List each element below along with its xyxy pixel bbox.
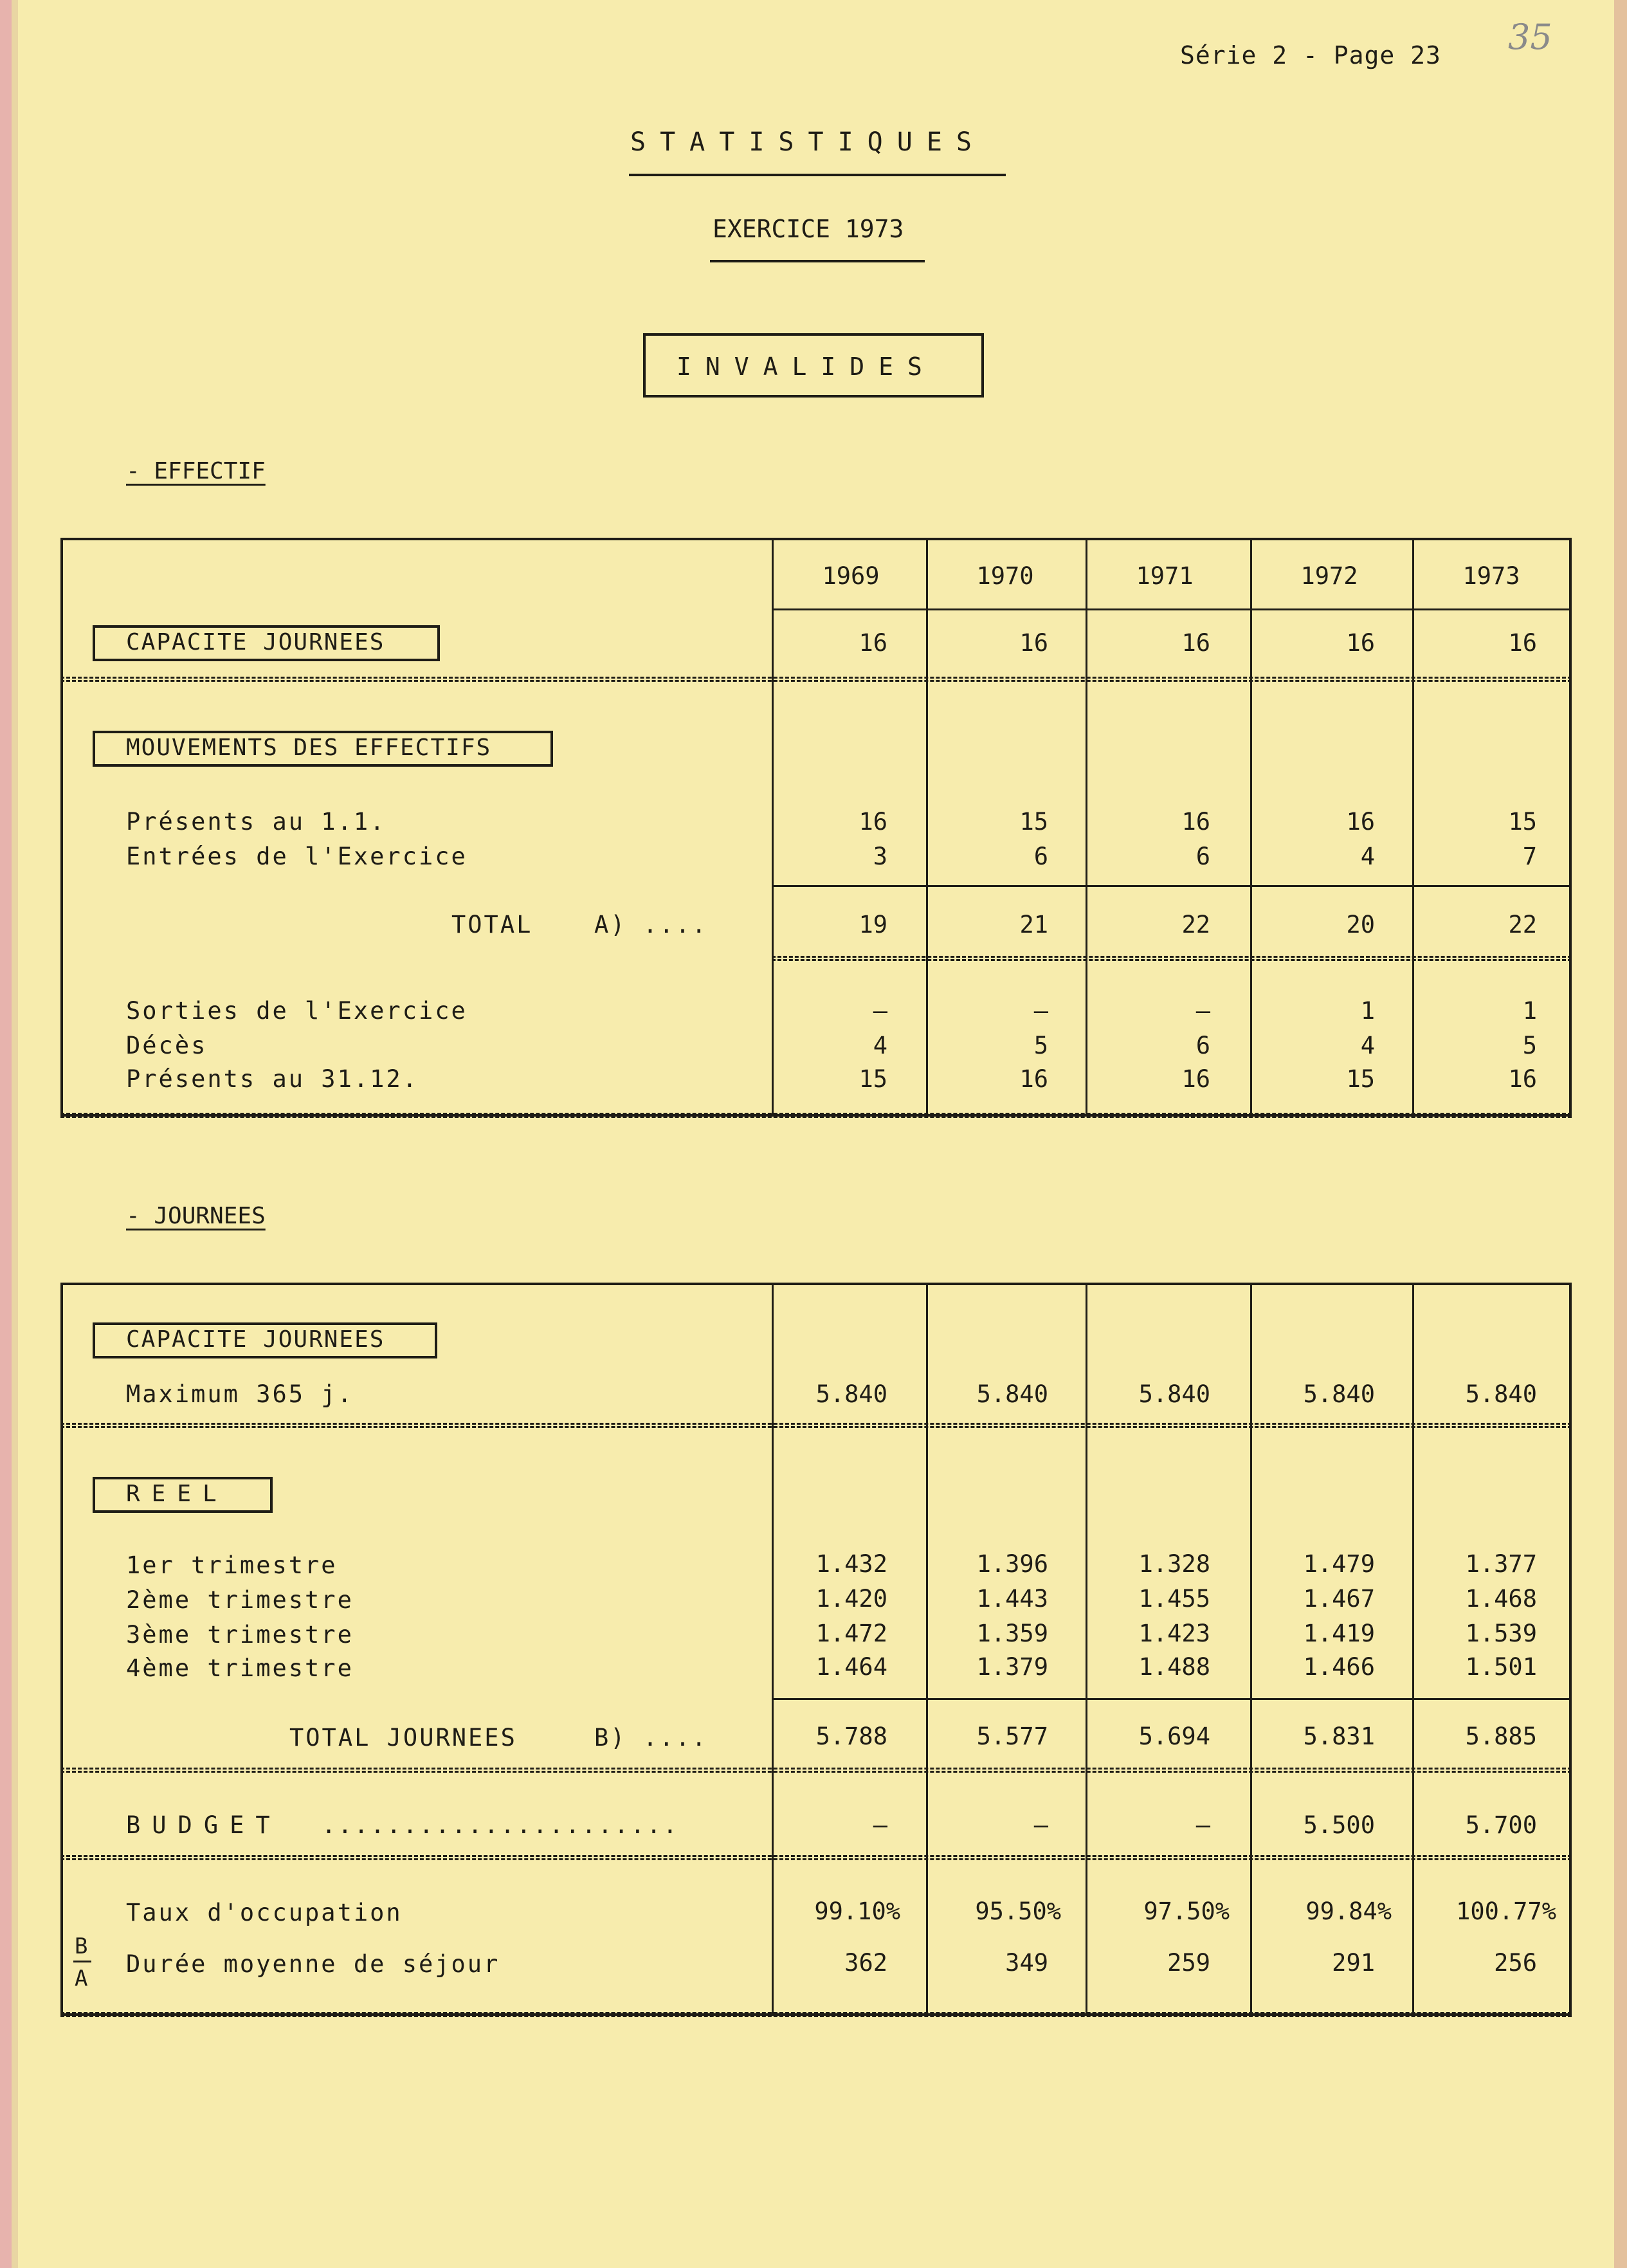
duree-value: 291	[1332, 1949, 1375, 1977]
year-header-rule	[772, 608, 1572, 610]
total-label: TOTAL JOURNEES	[289, 1724, 517, 1751]
total-code: A) ....	[594, 911, 708, 938]
total-value: 21	[1019, 911, 1048, 938]
cell-value: 6	[1195, 843, 1210, 870]
cell-value: 1.377	[1465, 1550, 1537, 1578]
budget-value: 5.500	[1303, 1811, 1375, 1839]
cell-value: –	[1195, 997, 1210, 1025]
budget-value: –	[1195, 1811, 1210, 1839]
total-value: 5.694	[1138, 1723, 1210, 1750]
row-label: Entrées de l'Exercice	[126, 843, 468, 870]
cell-value: 5.840	[976, 1380, 1048, 1408]
section-heading-journees: - JOURNEES	[126, 1203, 266, 1229]
double-dashed-rule	[772, 956, 1572, 961]
cell-value: 16	[1181, 1065, 1210, 1093]
capacite-value: 16	[1181, 629, 1210, 657]
cell-value: 16	[1181, 808, 1210, 836]
col-divider	[926, 538, 928, 1117]
cell-value: 1.539	[1465, 1620, 1537, 1647]
cell-value: 1.420	[815, 1585, 887, 1613]
mouvements-label: MOUVEMENTS DES EFFECTIFS	[126, 735, 492, 761]
title-underline	[629, 174, 1006, 176]
cell-value: 1.464	[815, 1653, 887, 1681]
cell-value: 1.432	[815, 1550, 887, 1578]
row-label: Présents au 31.12.	[126, 1065, 419, 1093]
col-divider	[1412, 1283, 1414, 2016]
exercise-year: EXERCICE 1973	[713, 215, 904, 243]
cell-value: 1.467	[1303, 1585, 1375, 1613]
paper-edge-left	[0, 0, 12, 2268]
cell-value: 16	[859, 808, 887, 836]
category-title: INVALIDES	[677, 352, 936, 381]
cell-value: 1.488	[1138, 1653, 1210, 1681]
taux-value: 99.10%	[814, 1898, 900, 1925]
total-value: 22	[1508, 911, 1537, 938]
capacite-label: CAPACITE JOURNEES	[126, 1326, 385, 1353]
year-header: 1971	[1136, 562, 1194, 590]
cell-value: –	[873, 997, 887, 1025]
total-value: 22	[1181, 911, 1210, 938]
double-dashed-rule	[60, 2012, 1572, 2017]
cell-value: 5.840	[1138, 1380, 1210, 1408]
cell-value: 5.840	[1303, 1380, 1375, 1408]
col-divider	[1250, 538, 1252, 1117]
duree-value: 256	[1494, 1949, 1537, 1977]
paper-edge-right	[1614, 0, 1627, 2268]
cell-value: 5	[1033, 1032, 1048, 1059]
col-divider	[1086, 538, 1087, 1117]
cell-value: 1.328	[1138, 1550, 1210, 1578]
exercise-underline	[710, 260, 925, 262]
cell-value: 1.479	[1303, 1550, 1375, 1578]
year-header: 1972	[1300, 562, 1358, 590]
budget-value: 5.700	[1465, 1811, 1537, 1839]
cell-value: 7	[1522, 843, 1537, 870]
total-code: B) ....	[594, 1724, 708, 1751]
page-reference: Série 2 - Page 23	[1180, 41, 1441, 69]
cell-value: 16	[1508, 1065, 1537, 1093]
taux-value: 95.50%	[975, 1898, 1061, 1925]
cell-value: 15	[1346, 1065, 1375, 1093]
cell-value: 1	[1360, 997, 1375, 1025]
cell-value: 16	[1346, 808, 1375, 836]
cell-value: 6	[1033, 843, 1048, 870]
duree-value: 259	[1167, 1949, 1210, 1977]
cell-value: 1.443	[976, 1585, 1048, 1613]
total-top-rule	[772, 1698, 1572, 1700]
taux-value: 97.50%	[1143, 1898, 1230, 1925]
double-dashed-rule	[60, 677, 1572, 682]
double-dashed-rule	[60, 1423, 1572, 1428]
year-header: 1973	[1462, 562, 1520, 590]
row-label: Durée moyenne de séjour	[126, 1950, 500, 1978]
ratio-bar	[73, 1961, 91, 1962]
budget-dots: ......................	[322, 1811, 680, 1839]
cell-value: 16	[1019, 1065, 1048, 1093]
row-label: 3ème trimestre	[126, 1621, 354, 1649]
cell-value: 1.379	[976, 1653, 1048, 1681]
year-header: 1969	[822, 562, 880, 590]
cell-value: 1.466	[1303, 1653, 1375, 1681]
cell-value: 4	[1360, 1032, 1375, 1059]
capacite-value: 16	[859, 629, 887, 657]
total-value: 5.577	[976, 1723, 1048, 1750]
cell-value: 5.840	[815, 1380, 887, 1408]
total-value: 5.831	[1303, 1723, 1375, 1750]
capacite-label: CAPACITE JOURNEES	[126, 629, 385, 655]
cell-value: –	[1033, 997, 1048, 1025]
cell-value: 15	[1019, 808, 1048, 836]
double-dashed-rule	[60, 1768, 1572, 1773]
col-divider	[1086, 1283, 1087, 2016]
reel-label: REEL	[126, 1481, 228, 1507]
col-divider	[772, 538, 774, 1117]
cell-value: 4	[1360, 843, 1375, 870]
capacite-value: 16	[1019, 629, 1048, 657]
cell-value: 15	[859, 1065, 887, 1093]
duree-value: 349	[1005, 1949, 1048, 1977]
budget-value: –	[1033, 1811, 1048, 1839]
row-label: 4ème trimestre	[126, 1654, 354, 1682]
cell-value: 1.468	[1465, 1585, 1537, 1613]
cell-value: 1.472	[815, 1620, 887, 1647]
double-dashed-rule	[60, 1113, 1572, 1118]
cell-value: 1.359	[976, 1620, 1048, 1647]
capacite-value: 16	[1346, 629, 1375, 657]
ratio-numerator: B	[75, 1934, 88, 1959]
paper-edge-left-shadow	[12, 0, 18, 2268]
cell-value: 1.501	[1465, 1653, 1537, 1681]
cell-value: 1	[1522, 997, 1537, 1025]
row-label: 2ème trimestre	[126, 1586, 354, 1614]
cell-value: 6	[1195, 1032, 1210, 1059]
cell-value: 1.419	[1303, 1620, 1375, 1647]
total-top-rule	[772, 885, 1572, 887]
taux-value: 99.84%	[1305, 1898, 1392, 1925]
cell-value: 5.840	[1465, 1380, 1537, 1408]
cell-value: 1.455	[1138, 1585, 1210, 1613]
taux-value: 100.77%	[1456, 1898, 1556, 1925]
col-divider	[1412, 538, 1414, 1117]
cell-value: 1.423	[1138, 1620, 1210, 1647]
ratio-denominator: A	[75, 1966, 88, 1991]
total-value: 20	[1346, 911, 1375, 938]
row-label: Taux d'occupation	[126, 1899, 403, 1926]
cell-value: 15	[1508, 808, 1537, 836]
section-heading-effectif: - EFFECTIF	[126, 458, 266, 484]
row-label: Présents au 1.1.	[126, 808, 386, 836]
capacite-value: 16	[1508, 629, 1537, 657]
row-label: Sorties de l'Exercice	[126, 997, 468, 1025]
budget-value: –	[873, 1811, 887, 1839]
duree-value: 362	[844, 1949, 887, 1977]
page-title: STATISTIQUES	[630, 127, 986, 157]
cell-value: 5	[1522, 1032, 1537, 1059]
cell-value: 1.396	[976, 1550, 1048, 1578]
total-value: 19	[859, 911, 887, 938]
row-label: Maximum 365 j.	[126, 1380, 354, 1408]
total-label: TOTAL	[451, 911, 533, 938]
cell-value: 4	[873, 1032, 887, 1059]
row-label: 1er trimestre	[126, 1551, 338, 1579]
double-dashed-rule	[60, 1855, 1572, 1860]
row-label: Décès	[126, 1032, 208, 1059]
cell-value: 3	[873, 843, 887, 870]
total-value: 5.885	[1465, 1723, 1537, 1750]
budget-label: BUDGET	[126, 1811, 282, 1839]
handwritten-page-number: 35	[1508, 17, 1552, 57]
total-value: 5.788	[815, 1723, 887, 1750]
year-header: 1970	[976, 562, 1034, 590]
